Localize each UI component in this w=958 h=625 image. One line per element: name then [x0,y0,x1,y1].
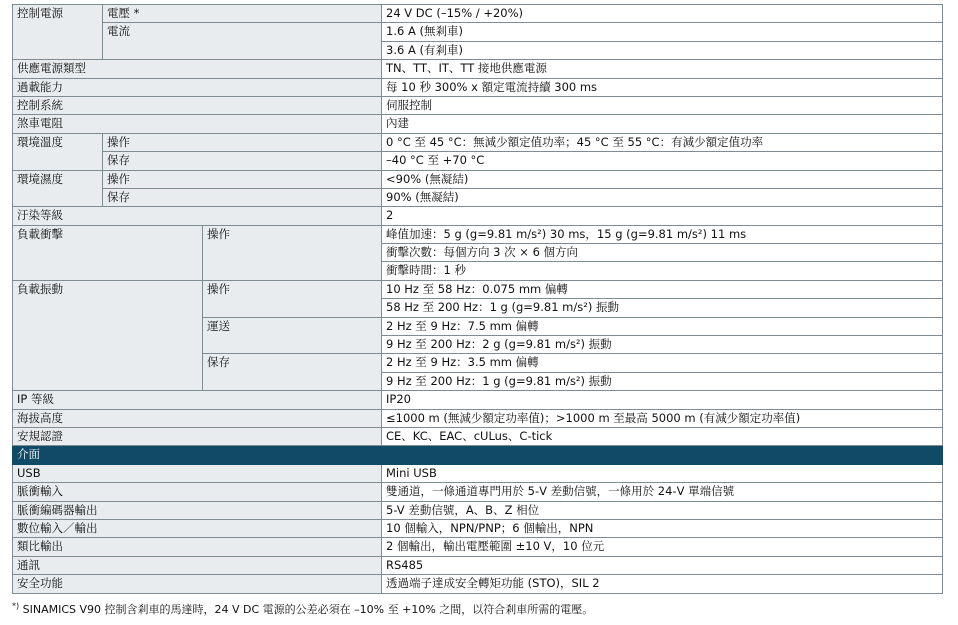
value-vibration-op-2: 58 Hz 至 200 Hz：1 g (g=9.81 m/s²) 振動 [382,299,943,317]
table-row [13,23,943,41]
value-brake-resistor: 內建 [382,115,943,133]
value-usb: Mini USB [382,464,943,482]
spec-table [12,4,943,594]
table-row [13,556,943,574]
row-label-humidity: 環境濕度 [13,170,103,207]
table-row [13,464,943,482]
value-communication: RS485 [382,556,943,574]
footnote-mark: *) [12,601,20,611]
row-label-pollution: 汙染等級 [13,207,382,225]
table-row [13,391,943,409]
value-safety: 透過端子達成安全轉矩功能 (STO)，SIL 2 [382,575,943,593]
row-label-analog-output: 類比輸出 [13,538,382,556]
value-encoder-output: 5-V 差動信號，A、B、Z 相位 [382,501,943,519]
table-row [13,483,943,501]
value-current-no-brake: 1.6 A (無剎車) [382,23,943,41]
value-altitude: ≤1000 m (無減少額定功率值)；>1000 m 至最高 5000 m (有減少額定功率值) [382,409,943,427]
row-label-control-power: 控制電源 [13,5,103,60]
row-label-ambient-temp: 環境溫度 [13,133,103,170]
value-temp-op: 0 °C 至 45 °C：無減少額定值功率；45 °C 至 55 °C：有減少額定值功率 [382,133,943,151]
value-vibration-transport-2: 9 Hz 至 200 Hz：2 g (g=9.81 m/s²) 振動 [382,336,943,354]
table-row [13,519,943,537]
value-supply-type: TN、TT、IT、TT 接地供應電源 [382,60,943,78]
row-label-brake-resistor: 煞車電阻 [13,115,382,133]
sub-label-current: 電流 [103,23,382,60]
row-label-altitude: 海拔高度 [13,409,382,427]
table-row [13,115,943,133]
sub-label-shock-op: 操作 [203,225,382,280]
table-row [13,170,943,188]
footnote [12,601,593,617]
sub-label-temp-op: 操作 [103,133,382,151]
table-row [13,427,943,445]
sub-label-vibration-transport: 運送 [203,317,382,354]
row-label-certification: 安規認證 [13,427,382,445]
value-vibration-transport-1: 2 Hz 至 9 Hz：7.5 mm 偏轉 [382,317,943,335]
sub-label-vibration-op: 操作 [203,280,382,317]
row-label-encoder-output: 脈衝編碼器輸出 [13,501,382,519]
value-analog-output: 2 個輸出，輸出電壓範圍 ±10 V，10 位元 [382,538,943,556]
value-overload: 每 10 秒 300% x 額定電流持續 300 ms [382,78,943,96]
section-header-interface [13,446,943,464]
value-vibration-op-1: 10 Hz 至 58 Hz：0.075 mm 偏轉 [382,280,943,298]
value-vibration-storage-2: 9 Hz 至 200 Hz：1 g (g=9.81 m/s²) 振動 [382,372,943,390]
row-label-overload: 過載能力 [13,78,382,96]
table-row [13,538,943,556]
footnote-text: SINAMICS V90 控制含剎車的馬達時，24 V DC 電源的公差必須在 –10% 至 +10% 之間，以符合剎車所需的電壓。 [19,603,594,616]
row-label-shock: 負載衝擊 [13,225,203,280]
value-ip: IP20 [382,391,943,409]
table-row [13,501,943,519]
row-label-ip: IP 等級 [13,391,382,409]
value-humidity-storage: 90% (無凝結) [382,188,943,206]
sub-label-vibration-storage: 保存 [203,354,382,391]
table-row [13,133,943,151]
table-row [13,60,943,78]
value-voltage: 24 V DC (–15% / +20%) [382,5,943,23]
section-title: 介面 [13,446,382,464]
row-label-usb: USB [13,464,382,482]
row-label-supply-type: 供應電源類型 [13,60,382,78]
value-vibration-storage-1: 2 Hz 至 9 Hz：3.5 mm 偏轉 [382,354,943,372]
sub-label-humidity-op: 操作 [103,170,382,188]
table-row [13,575,943,593]
row-label-digital-io: 數位輸入／輸出 [13,519,382,537]
row-label-pulse-input: 脈衝輸入 [13,483,382,501]
value-certification: CE、KC、EAC、cULus、C-tick [382,427,943,445]
sub-label-temp-storage: 保存 [103,152,382,170]
table-row [13,78,943,96]
value-humidity-op: <90% (無凝結) [382,170,943,188]
table-row [13,96,943,114]
table-row [13,5,943,23]
row-label-safety: 安全功能 [13,575,382,593]
row-label-vibration: 負載振動 [13,280,203,390]
value-temp-storage: –40 °C 至 +70 °C [382,152,943,170]
table-row [13,152,943,170]
table-row [13,207,943,225]
table-row [13,280,943,298]
section-header-fill [382,446,943,464]
table-row [13,188,943,206]
value-shock-line-3: 衝擊時間：1 秒 [382,262,943,280]
value-pollution: 2 [382,207,943,225]
value-control-system: 伺服控制 [382,96,943,114]
value-current-brake: 3.6 A (有剎車) [382,41,943,59]
value-pulse-input: 雙通道，一條通道專門用於 5-V 差動信號，一條用於 24-V 單端信號 [382,483,943,501]
value-digital-io: 10 個輸入，NPN/PNP；6 個輸出，NPN [382,519,943,537]
value-shock-line-2: 衝擊次數：每個方向 3 次 × 6 個方向 [382,244,943,262]
row-label-control-system: 控制系統 [13,96,382,114]
row-label-communication: 通訊 [13,556,382,574]
table-row [13,409,943,427]
value-shock-line-1: 峰值加速：5 g (g=9.81 m/s²) 30 ms，15 g (g=9.81 m/s²) 11 ms [382,225,943,243]
sub-label-voltage: 電壓 * [103,5,382,23]
table-row [13,225,943,243]
sub-label-humidity-storage: 保存 [103,188,382,206]
